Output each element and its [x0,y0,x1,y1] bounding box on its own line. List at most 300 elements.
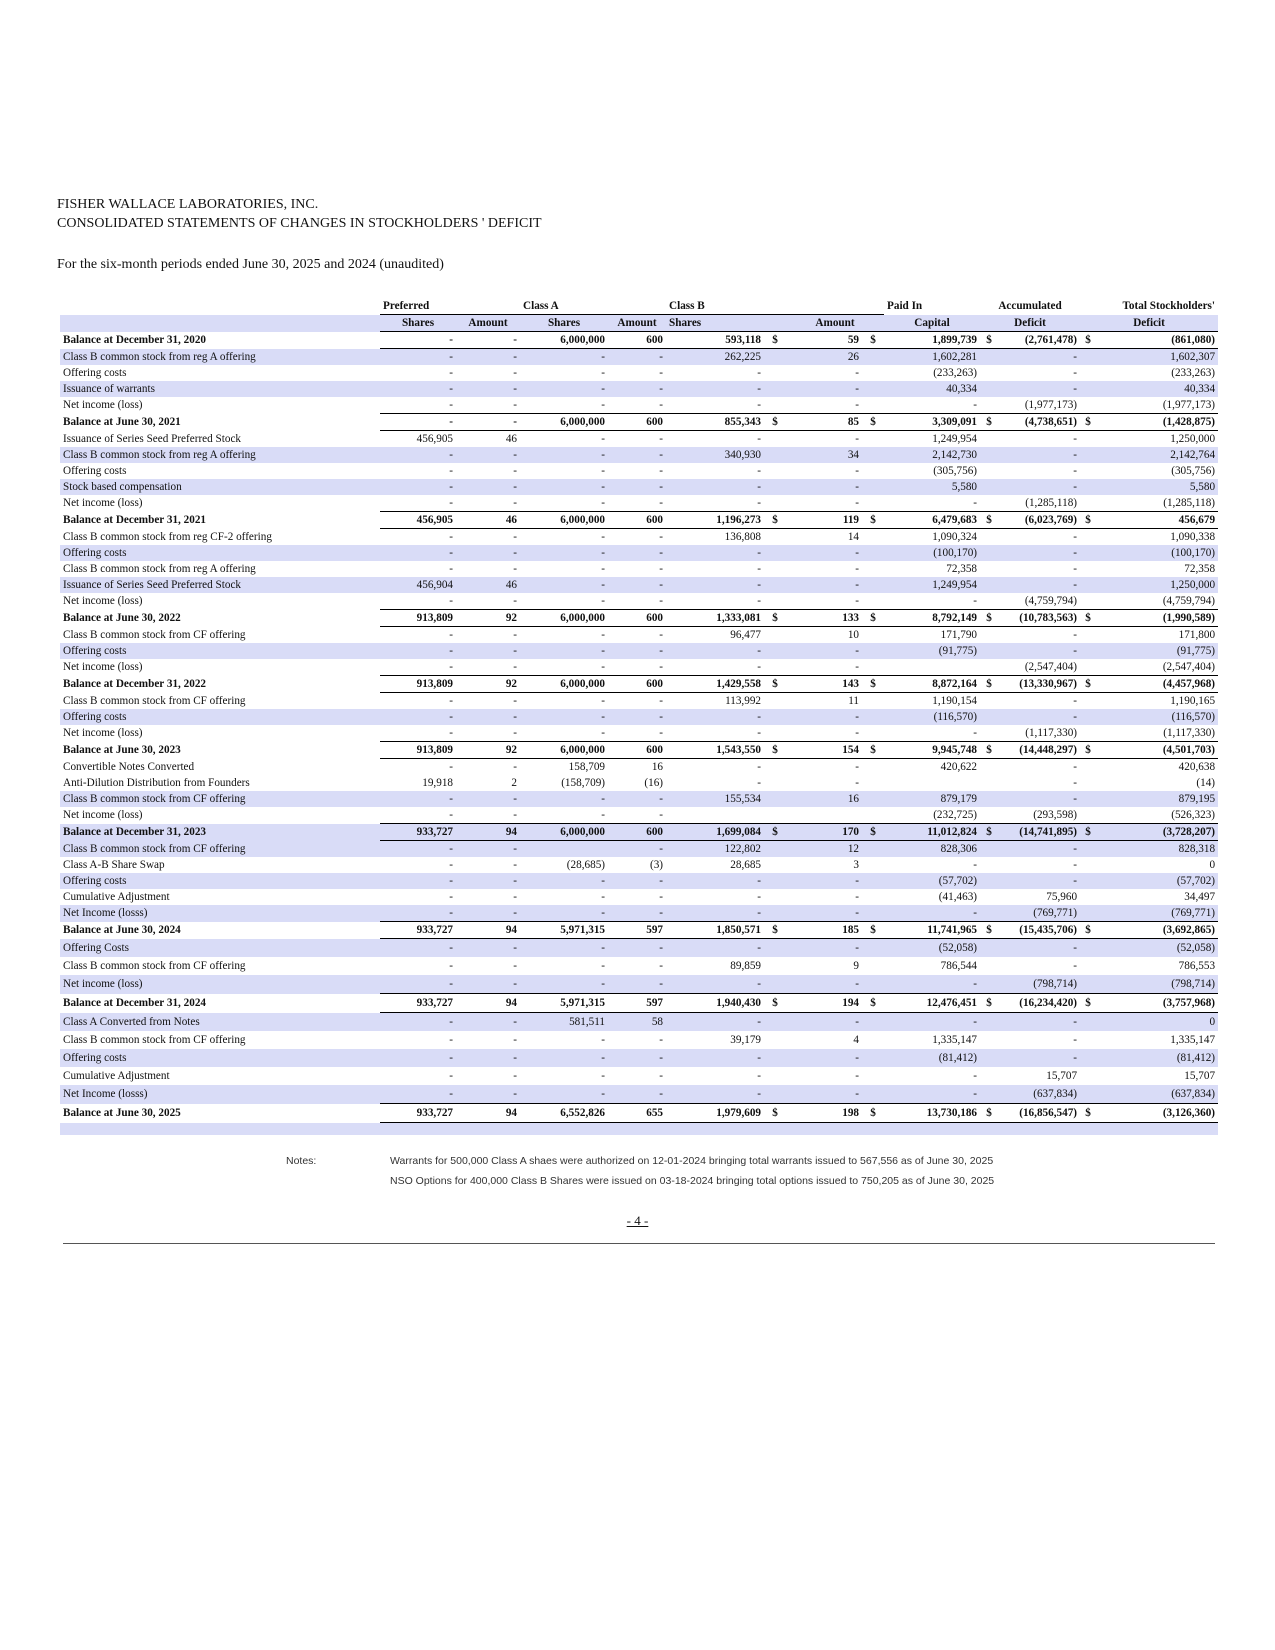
cell-value: 5,580 [884,479,980,495]
cell-value: 9,945,748 [884,742,980,759]
cell-value: 5,971,315 [520,994,608,1013]
cell-value: (16) [644,777,664,789]
cell-value: (14) [1196,777,1216,789]
currency-symbol [764,791,786,807]
cell-value: - [659,629,664,641]
cell-value: - [855,661,860,673]
cell-value: - [380,1013,456,1032]
cell-value: (637,834) [998,1085,1080,1104]
note-warrants: Warrants for 500,000 Class A shaes were authorized on 12-01-2024 bringing total warrants issued to 567,556 as of June 30, 2025 [390,1155,994,1167]
cell-value: 8,792,149 [884,610,980,627]
cell-value: 12 [786,841,862,858]
cell-value: - [666,577,764,593]
cell-value: - [608,643,666,659]
cell-value: 6,000,000 [520,676,608,693]
cell-value: 828,318 [1096,841,1218,858]
cell-value: (305,756) [1171,465,1216,477]
currency-symbol [1080,643,1096,659]
cell-value: - [757,563,762,575]
blank-cell [764,1123,786,1136]
cell-value: (2,761,478) [998,332,1080,349]
cell-value: - [513,761,518,773]
cell-value: - [659,563,664,575]
cell-value: 10 [847,629,860,641]
currency-symbol [1080,857,1096,873]
currency-symbol [980,807,998,824]
table-row [60,857,1218,873]
currency-symbol [862,431,884,448]
cell-value: 2,142,764 [1096,447,1218,463]
cell-value: - [855,563,860,575]
cell-value: 13,730,186 [884,1104,980,1123]
currency-symbol [862,365,884,381]
table-row [60,759,1218,776]
cell-value: - [1073,563,1078,575]
cell-value: - [1073,859,1078,871]
cell-value: - [973,399,978,411]
cell-value: - [513,695,518,707]
cell-value: - [998,643,1080,659]
cell-value: 15,707 [1184,1070,1216,1082]
cell-value: 913,809 [380,742,456,759]
cell-value: - [449,531,453,543]
row-label: Net income (loss) [60,975,380,994]
currency-symbol: $ [862,742,884,759]
cell-value: - [380,447,456,463]
row-label: Class B common stock from CF offering [63,694,246,707]
cell-value: - [380,349,456,366]
row-label: Net Income (losss) [60,1085,380,1104]
currency-symbol [1080,1031,1096,1049]
cell-value: - [884,1085,980,1104]
header-b-shares: Shares [666,315,786,332]
currency-symbol [764,905,786,922]
currency-symbol [1080,1067,1096,1085]
cell-value: - [786,643,862,659]
currency-symbol [980,463,998,479]
cell-value: 913,809 [380,610,456,627]
cell-value: - [1073,761,1078,773]
cell-value: - [855,777,860,789]
cell-value: - [998,479,1080,495]
row-label: Offering costs [63,465,127,477]
table-footer-band [60,1123,1218,1136]
cell-value: - [666,1085,764,1104]
row-label: Balance at December 31, 2022 [63,678,207,690]
cell-value: (3,728,207) [1096,824,1218,841]
currency-symbol [862,1049,884,1067]
currency-symbol [1080,775,1096,791]
cell-value: - [786,939,862,958]
currency-symbol [764,479,786,495]
cell-value: - [757,661,762,673]
cell-value: 0 [1096,1013,1218,1032]
cell-value [786,807,862,824]
cell-value: - [380,939,456,958]
currency-symbol [980,975,998,994]
currency-symbol [862,759,884,776]
currency-symbol: $ [980,1104,998,1123]
currency-symbol [862,975,884,994]
table-row [60,693,1218,710]
currency-symbol [764,807,786,824]
cell-value: (57,702) [884,873,980,889]
cell-value: - [520,643,608,659]
cell-value: - [786,873,862,889]
cell-value: - [757,465,762,477]
cell-value: - [659,433,664,445]
cell-value: (100,170) [1096,545,1218,561]
cell-value: - [513,727,518,739]
cell-value: 8,872,164 [884,676,980,693]
currency-symbol [980,365,998,381]
currency-symbol [764,1085,786,1104]
cell-value: - [520,577,608,593]
table-row [60,495,1218,512]
currency-symbol [980,381,998,397]
cell-value: 600 [608,742,666,759]
cell-value: (100,170) [884,545,980,561]
cell-value: - [456,791,520,807]
header-total-deficit: Deficit [1080,315,1218,332]
cell-value: - [998,841,1080,858]
cell-value: 6,552,826 [520,1104,608,1123]
cell-value: - [608,939,666,958]
currency-symbol: $ [764,824,786,841]
cell-value: - [520,381,608,397]
currency-symbol [862,693,884,710]
cell-value: - [608,545,666,561]
currency-symbol [764,709,786,725]
cell-value: - [1073,531,1078,543]
currency-symbol [980,1085,998,1104]
cell-value: 1,850,571 [666,922,764,939]
cell-value: 58 [608,1013,666,1032]
cell-value: - [601,809,606,821]
cell-value: - [520,1049,608,1067]
cell-value: - [520,939,608,958]
currency-symbol [862,857,884,873]
cell-value: 119 [786,512,862,529]
row-label: Class A-B Share Swap [63,859,165,871]
currency-symbol: $ [862,994,884,1013]
cell-value: - [659,497,664,509]
cell-value: 40,334 [884,381,980,397]
cell-value: (116,570) [1096,709,1218,725]
cell-value: - [456,841,520,858]
row-label: Offering costs [60,709,380,725]
table-row [60,1085,1218,1104]
cell-value: - [998,349,1080,366]
cell-value: (4,457,968) [1096,676,1218,693]
table-row [60,1049,1218,1067]
cell-value: 14 [847,531,860,543]
currency-symbol [1080,1049,1096,1067]
currency-symbol [764,577,786,593]
cell-value: - [884,1013,980,1032]
cell-value: (3) [649,859,664,871]
cell-value: (91,775) [1096,643,1218,659]
cell-value: 11 [848,695,860,707]
currency-symbol [1080,529,1096,546]
currency-symbol [980,693,998,710]
currency-symbol [1080,545,1096,561]
cell-value: - [520,873,608,889]
cell-value: - [380,873,456,889]
cell-value: - [855,891,860,903]
currency-symbol [862,905,884,922]
currency-symbol: $ [764,332,786,349]
cell-value: - [786,1085,862,1104]
row-label: Convertible Notes Converted [63,760,195,773]
cell-value: - [855,367,860,379]
cell-value: - [449,891,453,903]
cell-value: - [973,595,978,607]
cell-value: - [659,661,664,673]
currency-symbol [980,709,998,725]
cell-value: (28,685) [566,859,606,871]
cell-value: 6,000,000 [520,742,608,759]
cell-value [884,659,980,676]
currency-symbol: $ [980,512,998,529]
currency-symbol [1080,577,1096,593]
cell-value: 600 [608,824,666,841]
cell-value: (41,463) [938,891,978,903]
currency-symbol: $ [764,676,786,693]
currency-symbol [980,545,998,561]
currency-symbol: $ [1080,676,1096,693]
cell-value: 420,638 [1178,761,1216,773]
table-row [60,431,1218,448]
currency-symbol: $ [764,512,786,529]
cell-value: - [520,545,608,561]
currency-symbol [980,495,998,512]
cell-value: - [786,1013,862,1032]
currency-symbol [1080,975,1096,994]
currency-symbol [980,905,998,922]
currency-symbol [980,857,998,873]
currency-symbol [980,577,998,593]
cell-value: - [601,727,606,739]
row-label: Stock based compensation [60,479,380,495]
row-label: Issuance of Series Seed Preferred Stock [63,432,242,445]
currency-symbol [980,447,998,463]
cell-value: - [659,1070,664,1082]
cell-value: - [520,709,608,725]
row-label: Issuance of warrants [60,381,380,397]
cell-value: 16 [786,791,862,807]
cell-value: 16 [651,761,664,773]
cell-value: 89,859 [730,960,762,972]
cell-value: 6,000,000 [520,824,608,841]
row-label: Issuance of Series Seed Preferred Stock [60,577,380,593]
cell-value: 456,905 [380,512,456,529]
blank-cell [666,1123,764,1136]
currency-symbol [764,627,786,644]
table-row [60,841,1218,858]
header-row-bottom [60,315,1218,332]
row-label: Balance at December 31, 2023 [60,824,380,841]
cell-value: (14,448,297) [998,742,1080,759]
row-label: Class B common stock from CF offering [60,791,380,807]
cell-value: 1,333,081 [666,610,764,627]
balance-row [60,994,1218,1013]
cell-value: - [998,577,1080,593]
balance-row [60,610,1218,627]
cell-value: 593,118 [666,332,764,349]
cell-value: 6,000,000 [520,610,608,627]
cell-value: (116,570) [884,709,980,725]
table-row [60,1067,1218,1085]
header-deficit: Deficit [980,315,1080,332]
currency-symbol [1080,447,1096,463]
cell-value: - [666,1049,764,1067]
currency-symbol [764,1049,786,1067]
cell-value: 600 [608,676,666,693]
cell-value: 1,429,558 [666,676,764,693]
cell-value: - [998,791,1080,807]
cell-value: - [1073,465,1078,477]
row-label: Class B common stock from reg A offering [63,563,256,575]
cell-value: - [456,643,520,659]
cell-value: - [786,1049,862,1067]
table-row [60,889,1218,905]
currency-symbol [764,857,786,873]
cell-value: - [449,1034,453,1046]
cell-value: 170 [786,824,862,841]
cell-value: - [884,905,980,922]
header-a-amount: Amount [608,315,666,332]
cell-value: 597 [608,994,666,1013]
currency-symbol [1080,561,1096,577]
cell-value: - [456,381,520,397]
cell-value: (769,771) [1096,905,1218,922]
table-row [60,627,1218,644]
cell-value: 28,685 [730,859,762,871]
cell-value: - [608,447,666,463]
cell-value: - [513,497,518,509]
currency-symbol [1080,593,1096,610]
balance-row [60,922,1218,939]
cell-value: (6,023,769) [998,512,1080,529]
cell-value: 198 [786,1104,862,1123]
cell-value: - [659,727,664,739]
row-label: Class B common stock from CF offering [63,628,246,641]
cell-value: - [1073,960,1078,972]
cell-value: 6,000,000 [520,414,608,431]
cell-value: - [666,479,764,495]
cell-value: 933,727 [380,922,456,939]
table-row [60,957,1218,975]
cell-value: - [601,433,606,445]
cell-value: - [449,661,453,673]
currency-symbol [764,775,786,791]
currency-symbol [1080,807,1096,824]
currency-symbol [862,349,884,366]
cell-value: - [757,891,762,903]
currency-symbol [1080,841,1096,858]
cell-value: (1,117,330) [1163,727,1216,739]
cell-value: - [449,595,453,607]
blank-cell [456,1123,520,1136]
cell-value: - [601,465,606,477]
cell-value: - [513,399,518,411]
cell-value: - [520,975,608,994]
currency-symbol: $ [980,824,998,841]
cell-value: - [380,709,456,725]
cell-value: 9 [853,960,860,972]
currency-symbol: $ [980,922,998,939]
cell-value: - [601,497,606,509]
cell-value: - [884,975,980,994]
balance-row [60,742,1218,759]
currency-symbol [764,463,786,479]
cell-value: - [659,595,664,607]
cell-value: (15,435,706) [998,922,1080,939]
cell-value: 5,580 [1096,479,1218,495]
row-label: Net income (loss) [63,661,143,674]
cell-value: - [659,891,664,903]
cell-value: - [757,777,762,789]
cell-value: - [449,629,453,641]
currency-symbol [1080,349,1096,366]
notes-label: Notes: [286,1155,317,1167]
cell-value: - [608,577,666,593]
cell-value: - [666,939,764,958]
currency-symbol [764,957,786,975]
table-row [60,397,1218,414]
currency-symbol [862,529,884,546]
cell-value: 879,179 [884,791,980,807]
currency-symbol [764,1067,786,1085]
cell-value: 262,225 [666,349,764,366]
currency-symbol [764,1031,786,1049]
header-pref-amount: Amount [456,315,520,332]
currency-symbol: $ [862,610,884,627]
cell-value: 1,250,000 [1096,577,1218,593]
blank-cell [608,1123,666,1136]
cell-value: - [659,960,664,972]
row-label: Offering costs [63,367,127,379]
header-capital: Capital [884,315,980,332]
currency-symbol: $ [1080,1104,1096,1123]
cell-value: - [601,531,606,543]
cell-value: - [659,465,664,477]
cell-value: - [1073,695,1078,707]
cell-value: 92 [456,742,520,759]
currency-symbol: $ [980,742,998,759]
cell-value: 11,012,824 [884,824,980,841]
cell-value: - [855,1070,860,1082]
cell-value: (1,117,330) [1025,727,1078,739]
cell-value: (1,977,173) [1024,399,1078,411]
cell-value: 6,000,000 [520,512,608,529]
currency-symbol [980,479,998,495]
cell-value: - [786,381,862,397]
cell-value: - [456,332,520,349]
balance-row [60,414,1218,431]
table-row [60,593,1218,610]
currency-symbol [764,873,786,889]
currency-symbol [862,709,884,725]
cell-value: - [659,531,664,543]
cell-value: - [1073,629,1078,641]
cell-value: - [855,761,860,773]
cell-value: (1,285,118) [1025,497,1078,509]
cell-value: - [520,791,608,807]
currency-symbol [862,957,884,975]
cell-value: - [855,497,860,509]
